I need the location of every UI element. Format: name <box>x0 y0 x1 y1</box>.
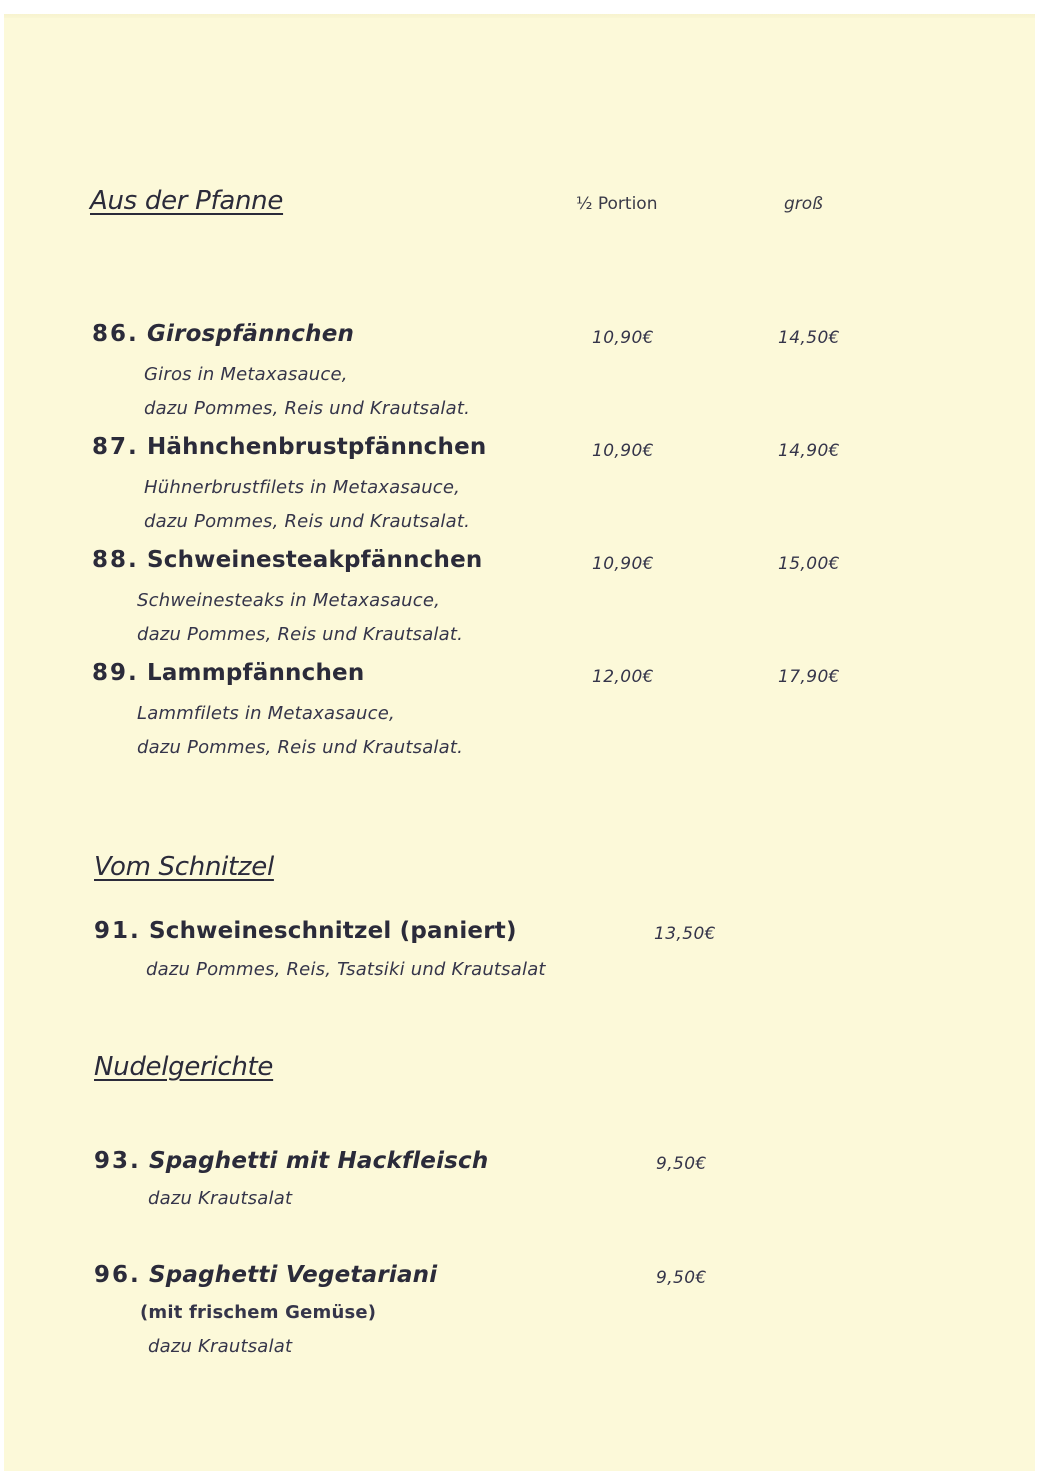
dish-number: 91. <box>94 918 141 944</box>
dish-name <box>94 918 517 944</box>
dish-number: 87. <box>92 434 139 460</box>
dish-title: Hähnchenbrustpfännchen <box>146 434 487 460</box>
dish-number: 96. <box>94 1262 141 1288</box>
dish-name <box>94 1262 437 1288</box>
price: 9,50€ <box>656 1154 707 1174</box>
dish-description: Schweinesteaks in Metaxasauce, <box>137 590 441 611</box>
dish-name <box>92 547 482 573</box>
price-half: 10,90€ <box>592 441 654 461</box>
price-half: 10,90€ <box>592 328 654 348</box>
dish-title: Schweinesteakpfännchen <box>146 547 483 573</box>
dish-description: dazu Pommes, Reis und Krautsalat. <box>137 624 464 645</box>
dish-note: (mit frischem Gemüse) <box>140 1302 377 1323</box>
dish-description: Lammfilets in Metaxasauce, <box>137 703 395 724</box>
column-header-large: groß <box>784 194 823 214</box>
price-large: 14,90€ <box>778 441 840 461</box>
dish-title: Girospfännchen <box>146 321 355 347</box>
price: 13,50€ <box>654 924 716 944</box>
dish-title: Spaghetti Vegetariani <box>148 1262 438 1288</box>
dish-description: Hühnerbrustfilets in Metaxasauce, <box>144 477 461 498</box>
price-large: 14,50€ <box>778 328 840 348</box>
dish-name <box>92 660 364 686</box>
dish-number: 89. <box>92 660 139 686</box>
section-title-schnitzel: Vom Schnitzel <box>94 852 274 882</box>
section-title-pfanne: Aus der Pfanne <box>90 186 284 216</box>
section-title-nudel: Nudelgerichte <box>94 1052 274 1082</box>
dish-description: dazu Pommes, Reis und Krautsalat. <box>137 737 464 758</box>
menu-page <box>4 18 1035 1471</box>
dish-description: dazu Krautsalat <box>148 1336 293 1357</box>
dish-description: dazu Pommes, Reis, Tsatsiki und Krautsalat <box>146 959 546 980</box>
dish-title: Schweineschnitzel (paniert) <box>148 918 517 944</box>
column-header-half-portion: ½ Portion <box>576 194 658 214</box>
price-half: 10,90€ <box>592 554 654 574</box>
dish-title: Lammpfännchen <box>146 660 365 686</box>
dish-description: dazu Pommes, Reis und Krautsalat. <box>144 398 471 419</box>
dish-name <box>92 434 486 460</box>
dish-description: Giros in Metaxasauce, <box>144 364 348 385</box>
price: 9,50€ <box>656 1268 707 1288</box>
dish-description: dazu Krautsalat <box>148 1188 293 1209</box>
dish-title: Spaghetti mit Hackfleisch <box>148 1148 489 1174</box>
price-large: 15,00€ <box>778 554 840 574</box>
price-half: 12,00€ <box>592 667 654 687</box>
dish-number: 88. <box>92 547 139 573</box>
dish-number: 93. <box>94 1148 141 1174</box>
dish-name <box>92 321 354 347</box>
dish-name <box>94 1148 488 1174</box>
price-large: 17,90€ <box>778 667 840 687</box>
dish-number: 86. <box>92 321 139 347</box>
dish-description: dazu Pommes, Reis und Krautsalat. <box>144 511 471 532</box>
